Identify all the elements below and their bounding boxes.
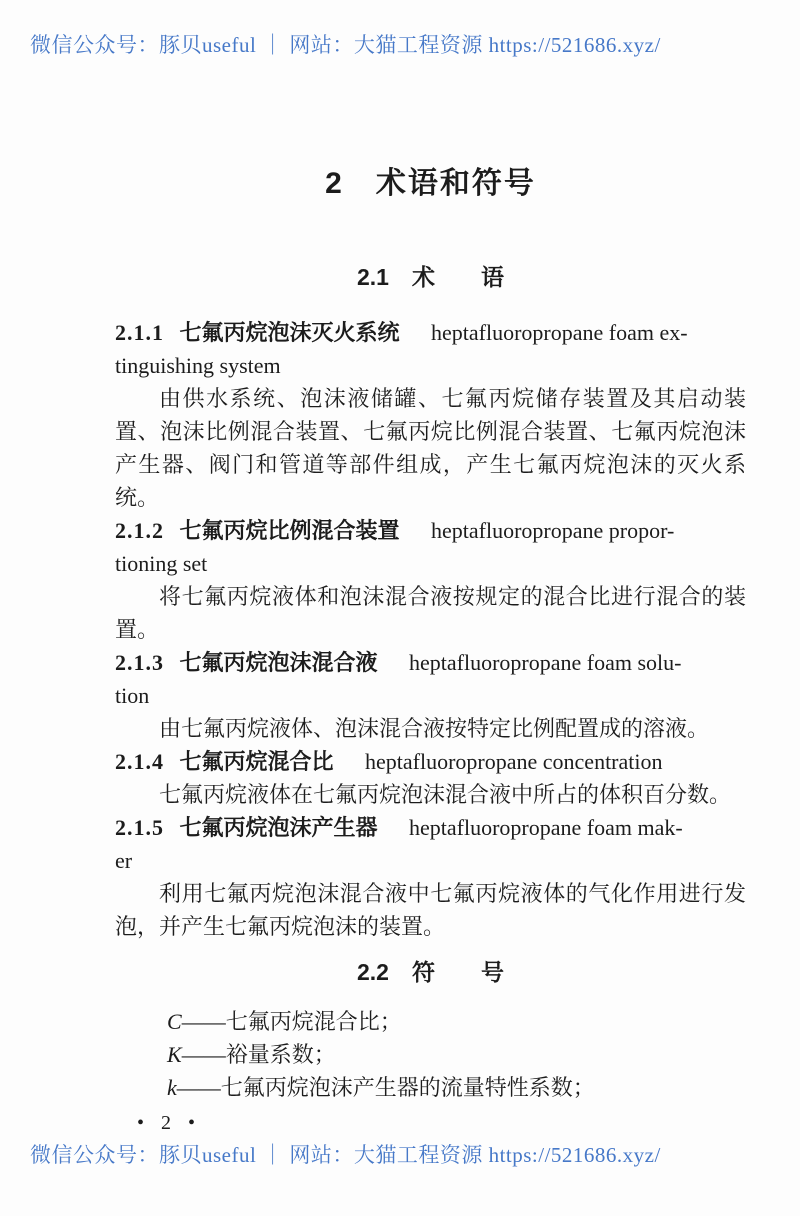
term-number: 2.1.2 [115, 518, 164, 543]
symbol-letter: C [167, 1009, 182, 1034]
term-item [115, 811, 746, 943]
term-chinese: 七氟丙烷混合比 [179, 749, 334, 774]
header-watermark [30, 30, 780, 60]
term-definition: 利用七氟丙烷泡沫混合液中七氟丙烷液体的气化作用进行发泡，并产生七氟丙烷泡沫的装置。 [115, 881, 746, 939]
symbol-description: 七氟丙烷泡沫产生器的流量特性系数； [220, 1075, 595, 1100]
term-chinese: 七氟丙烷泡沫混合液 [179, 650, 378, 675]
symbol-description: 七氟丙烷混合比； [225, 1009, 402, 1034]
term-heading [115, 811, 746, 844]
chapter-title: 2 术语和符号 [325, 167, 536, 200]
page-number: • 2 • [137, 1112, 202, 1134]
term-english-continuation: tion [115, 683, 150, 708]
symbol-dash: —— [176, 1075, 221, 1100]
footer-watermark-text: 微信公众号：豚贝useful ｜ 网站：大猫工程资源 https://521686.xyz/ [30, 1143, 661, 1167]
term-chinese: 七氟丙烷泡沫产生器 [179, 815, 378, 840]
term-english-continuation: tinguishing system [115, 353, 281, 378]
section-heading-symbols: 2.2 符 号 [357, 959, 504, 985]
section-heading-terms: 2.1 术 语 [357, 264, 504, 290]
term-chinese: 七氟丙烷泡沫灭火系统 [179, 320, 400, 345]
term-item [115, 745, 746, 811]
term-heading [115, 646, 746, 679]
term-english-continuation: tioning set [115, 551, 208, 576]
symbol-description: 裕量系数； [225, 1042, 336, 1067]
symbol-line [115, 1038, 746, 1071]
footer-watermark [30, 1140, 780, 1170]
term-english: heptafluoropropane foam solu- [409, 650, 682, 675]
term-number: 2.1.1 [115, 320, 164, 345]
term-definition: 将七氟丙烷液体和泡沫混合液按规定的混合比进行混合的装置。 [115, 584, 746, 642]
symbol-line [115, 1071, 746, 1104]
header-watermark-text: 微信公众号：豚贝useful ｜ 网站：大猫工程资源 https://521686.xyz/ [30, 33, 661, 57]
term-definition: 由供水系统、泡沫液储罐、七氟丙烷储存装置及其启动装置、泡沫比例混合装置、七氟丙烷比例混合装置、七氟丙烷泡沫产生器、阀门和管道等部件组成，产生七氟丙烷泡沫的灭火系统。 [115, 386, 746, 510]
term-definition: 七氟丙烷液体在七氟丙烷泡沫混合液中所占的体积百分数。 [159, 782, 732, 807]
symbol-letter: k [167, 1075, 177, 1100]
symbol-dash: —— [181, 1042, 226, 1067]
symbol-dash: —— [181, 1009, 226, 1034]
symbol-letter: K [167, 1042, 182, 1067]
term-chinese: 七氟丙烷比例混合装置 [179, 518, 400, 543]
term-number: 2.1.5 [115, 815, 164, 840]
term-english: heptafluoropropane foam ex- [431, 320, 688, 345]
term-item [115, 514, 746, 646]
symbol-line [115, 1005, 746, 1038]
term-english: heptafluoropropane concentration [365, 749, 663, 774]
term-english-continuation: er [115, 848, 133, 873]
term-english: heptafluoropropane propor- [431, 518, 675, 543]
term-number: 2.1.4 [115, 749, 164, 774]
term-english: heptafluoropropane foam mak- [409, 815, 683, 840]
document-content [115, 60, 746, 1135]
term-item [115, 646, 746, 745]
term-definition: 由七氟丙烷液体、泡沫混合液按特定比例配置成的溶液。 [159, 716, 710, 741]
term-number: 2.1.3 [115, 650, 164, 675]
term-heading [115, 745, 746, 778]
term-item [115, 316, 746, 514]
term-heading [115, 316, 746, 349]
term-heading [115, 514, 746, 547]
